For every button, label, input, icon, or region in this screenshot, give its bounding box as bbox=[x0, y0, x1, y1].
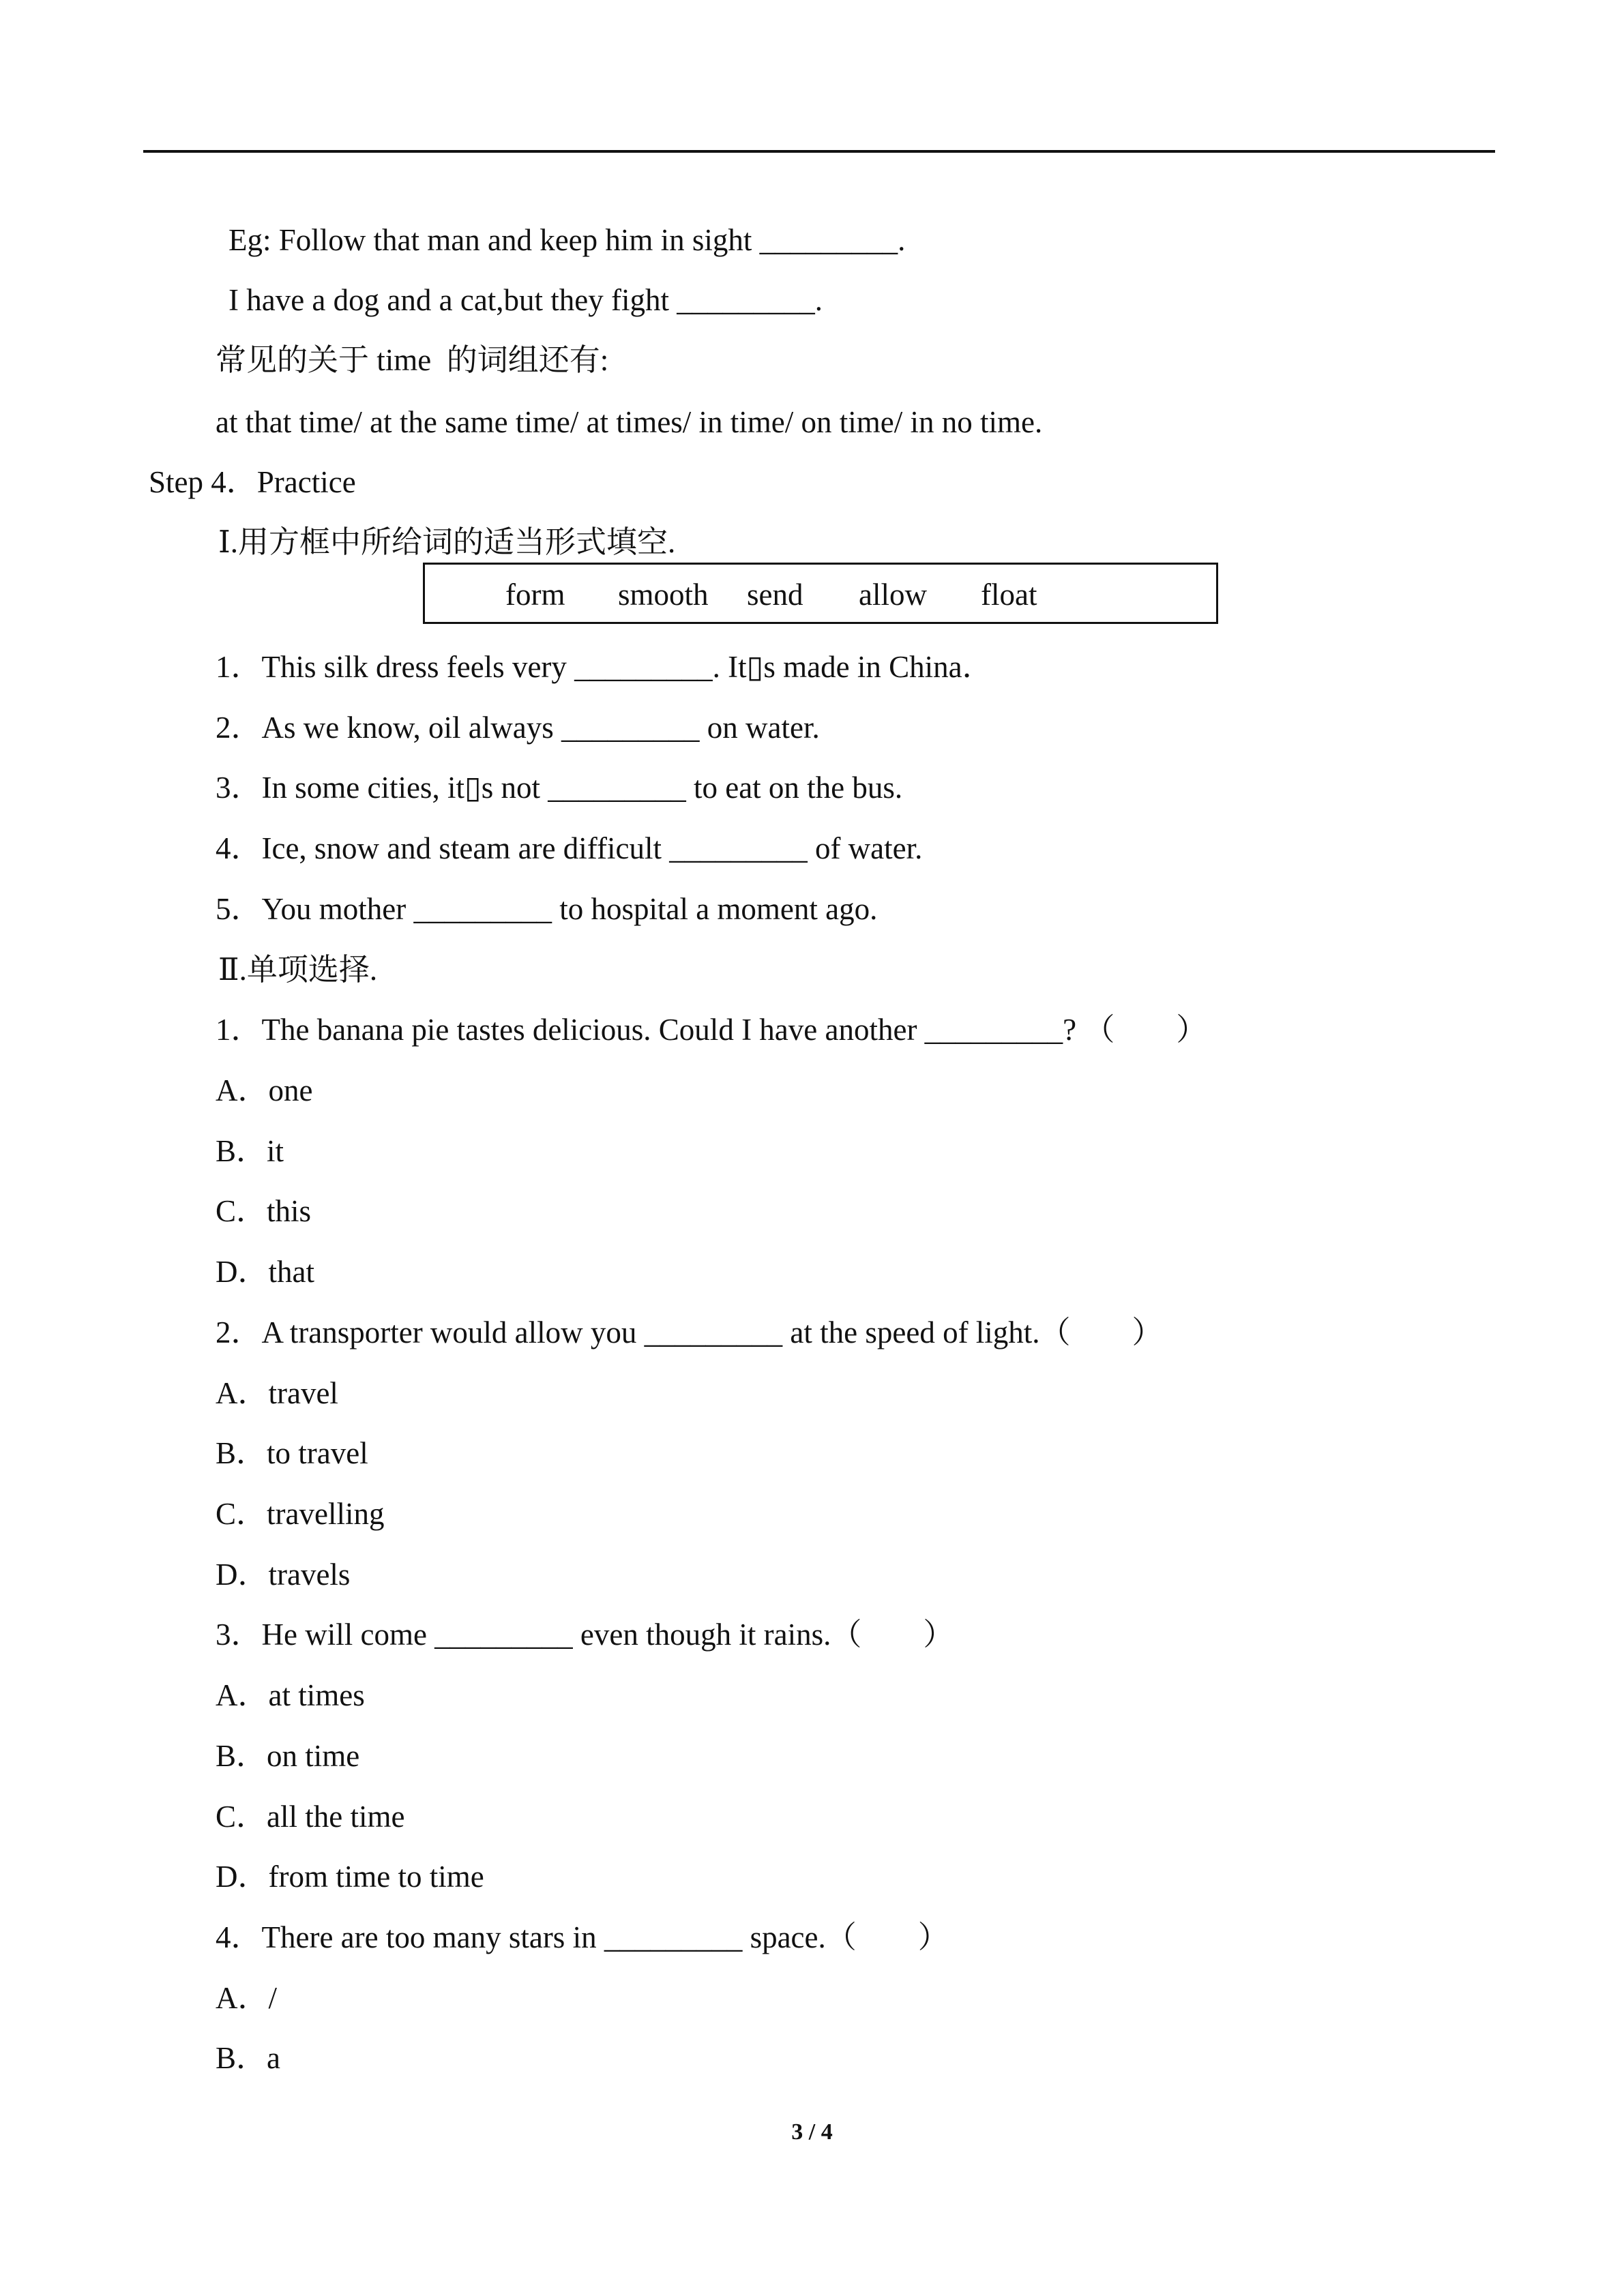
question-1-option-d: D．that bbox=[216, 1255, 314, 1289]
question-1-option-b: B．it bbox=[216, 1134, 284, 1168]
question-3-option-d: D．from time to time bbox=[216, 1860, 484, 1894]
page-number: 3 / 4 bbox=[791, 2119, 833, 2145]
fill-blank-2: 2．As we know, oil always _________ on water. bbox=[216, 711, 820, 745]
question-4-option-a: A．/ bbox=[216, 1981, 278, 2015]
question-1: 1．The banana pie tastes delicious. Could I have another _________? （ ） bbox=[216, 1013, 1207, 1047]
question-2: 2．A transporter would allow you _________ at the speed of light.（ ） bbox=[216, 1315, 1163, 1350]
word-box bbox=[423, 563, 1218, 624]
part-2-title: Ⅱ.单项选择. bbox=[218, 953, 378, 987]
question-3-option-a: A．at times bbox=[216, 1678, 365, 1712]
time-phrases-intro: 常见的关于 time 的词组还有: bbox=[216, 343, 609, 377]
question-2-option-b: B．to travel bbox=[216, 1436, 368, 1470]
question-4: 4．There are too many stars in _________ space.（ ） bbox=[216, 1920, 949, 1954]
word-box-item: allow bbox=[859, 578, 927, 612]
question-3: 3．He will come _________ even though it rains.（ ） bbox=[216, 1617, 954, 1652]
question-4-option-b: B．a bbox=[216, 2041, 280, 2075]
step-4-heading: Step 4．Practice bbox=[149, 465, 356, 499]
part-1-title: Ⅰ.用方框中所给词的适当形式填空. bbox=[218, 525, 676, 559]
question-3-option-b: B．on time bbox=[216, 1739, 360, 1773]
word-box-item: float bbox=[981, 578, 1037, 612]
example-sentence-1: Eg: Follow that man and keep him in sight _________. bbox=[228, 223, 906, 257]
word-box-item: smooth bbox=[618, 578, 709, 612]
fill-blank-4: 4．Ice, snow and steam are difficult _________ of water. bbox=[216, 831, 923, 865]
question-2-option-c: C．travelling bbox=[216, 1497, 385, 1531]
fill-blank-5: 5．You mother _________ to hospital a moment ago. bbox=[216, 892, 878, 926]
question-1-option-a: A．one bbox=[216, 1073, 313, 1107]
time-phrases-list: at that time/ at the same time/ at times/ in time/ on time/ in no time. bbox=[216, 405, 1043, 439]
fill-blank-1: 1．This silk dress feels very _________. It▯s made in China． bbox=[216, 650, 993, 684]
header-rule bbox=[143, 150, 1495, 153]
example-sentence-2: I have a dog and a cat,but they fight _________. bbox=[228, 283, 823, 317]
question-2-option-d: D．travels bbox=[216, 1557, 351, 1592]
question-1-option-c: C．this bbox=[216, 1194, 312, 1228]
question-2-option-a: A．travel bbox=[216, 1376, 338, 1410]
question-3-option-c: C．all the time bbox=[216, 1800, 405, 1834]
word-box-item: send bbox=[747, 578, 803, 612]
word-box-item: form bbox=[505, 578, 565, 612]
fill-blank-3: 3．In some cities, it▯s not _________ to eat on the bus. bbox=[216, 771, 903, 805]
